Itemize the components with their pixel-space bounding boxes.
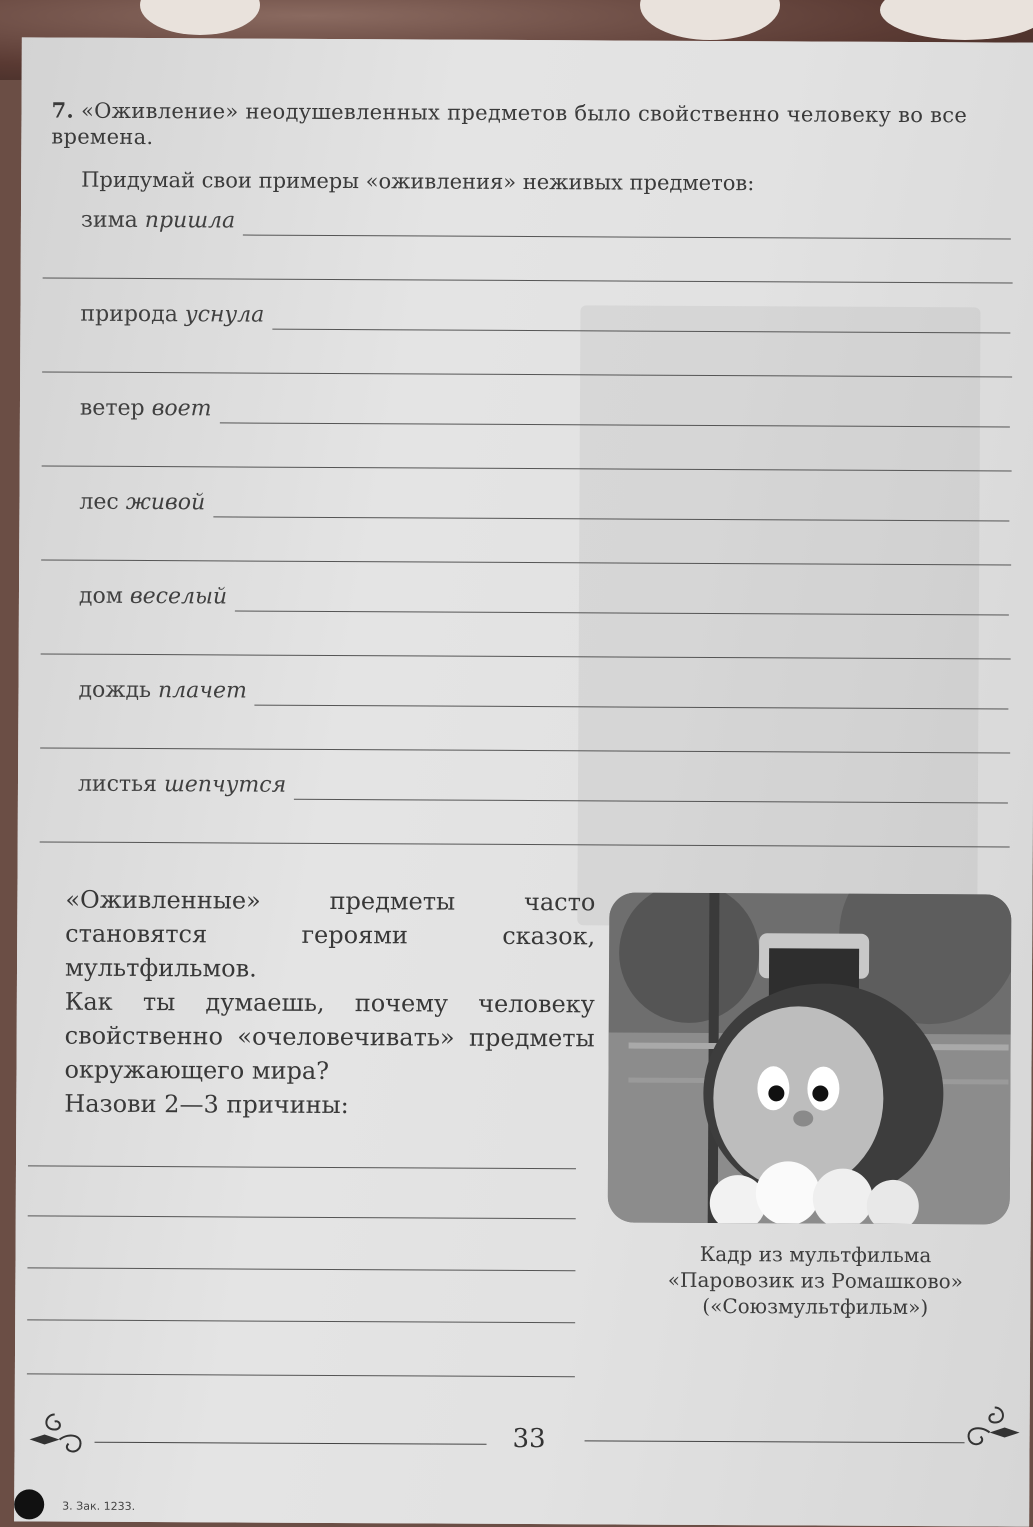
footer-rule-left bbox=[95, 1442, 487, 1445]
example-row bbox=[20, 301, 1020, 346]
example-label bbox=[79, 584, 227, 610]
answer-line[interactable] bbox=[254, 705, 1008, 710]
example-verb: плачет bbox=[157, 678, 247, 704]
footer-rule-right bbox=[585, 1440, 965, 1443]
example-row bbox=[21, 207, 1021, 252]
example-noun: листья bbox=[77, 771, 158, 798]
example-noun: дождь bbox=[78, 677, 152, 704]
example-row bbox=[19, 489, 1019, 534]
example-verb: веселый bbox=[129, 583, 228, 610]
answer-line[interactable] bbox=[235, 610, 1009, 615]
task-heading bbox=[51, 98, 1001, 155]
answer-line[interactable] bbox=[213, 516, 1009, 521]
image-caption bbox=[635, 1241, 995, 1321]
answer-line[interactable] bbox=[220, 422, 1010, 427]
answer-line[interactable] bbox=[27, 1319, 575, 1323]
caption-line: «Паровозик из Ромашково» bbox=[667, 1267, 964, 1294]
example-noun: ветер bbox=[79, 395, 145, 422]
example-label bbox=[80, 302, 264, 328]
example-noun: зима bbox=[80, 207, 138, 233]
example-label bbox=[79, 490, 205, 516]
corner-mark bbox=[14, 1489, 44, 1519]
example-label bbox=[81, 208, 235, 234]
task-prompt: Придумай свои примеры «оживления» неживых предметов: bbox=[81, 167, 755, 196]
workbook-page bbox=[14, 37, 1033, 1526]
caption-line: («Союзмультфильм») bbox=[702, 1293, 929, 1320]
example-row bbox=[18, 771, 1018, 816]
right-ornament-icon bbox=[954, 1402, 1024, 1452]
question-paragraph-3: Назови 2—3 причины: bbox=[64, 1089, 349, 1120]
answer-line[interactable] bbox=[27, 1267, 575, 1271]
example-label bbox=[80, 396, 212, 422]
answer-line[interactable] bbox=[27, 1373, 575, 1377]
left-ornament-icon bbox=[24, 1409, 94, 1459]
caption-line: Кадр из мультфильма bbox=[699, 1241, 932, 1268]
example-label bbox=[78, 678, 247, 704]
example-noun: природа bbox=[80, 301, 178, 328]
example-verb: пришла bbox=[144, 207, 236, 234]
example-noun: дом bbox=[78, 583, 123, 609]
example-row bbox=[18, 677, 1018, 722]
answer-line[interactable] bbox=[28, 1215, 576, 1219]
answer-line[interactable] bbox=[272, 329, 1010, 334]
answer-line[interactable] bbox=[43, 277, 1013, 283]
example-verb: уснула bbox=[184, 302, 265, 328]
example-row bbox=[19, 583, 1019, 628]
example-verb: живой bbox=[125, 489, 206, 516]
example-verb: шепчутся bbox=[163, 772, 287, 798]
task-number: 7. bbox=[51, 97, 75, 123]
question-block bbox=[64, 883, 595, 1124]
print-footnote: 3. Зак. 1233. bbox=[62, 1499, 136, 1513]
example-label bbox=[78, 772, 286, 798]
example-verb: воет bbox=[151, 396, 212, 422]
task-text: «Оживление» неодушевленных предметов было свойственно человеку во все времена. bbox=[51, 98, 968, 150]
page-number: 33 bbox=[512, 1423, 546, 1455]
example-row bbox=[20, 395, 1020, 440]
answer-line[interactable] bbox=[243, 235, 1011, 240]
question-paragraph-2: Как ты думаешь, почему человеку свойственно «очеловечивать» предметы окружающего мира? bbox=[64, 987, 595, 1085]
example-noun: лес bbox=[79, 489, 119, 515]
question-paragraph-1: «Оживленные» предметы часто становятся героями сказок, мультфильмов. bbox=[64, 885, 596, 983]
answer-line[interactable] bbox=[294, 799, 1008, 804]
answer-line[interactable] bbox=[28, 1165, 576, 1169]
cartoon-still-image bbox=[608, 892, 1012, 1224]
